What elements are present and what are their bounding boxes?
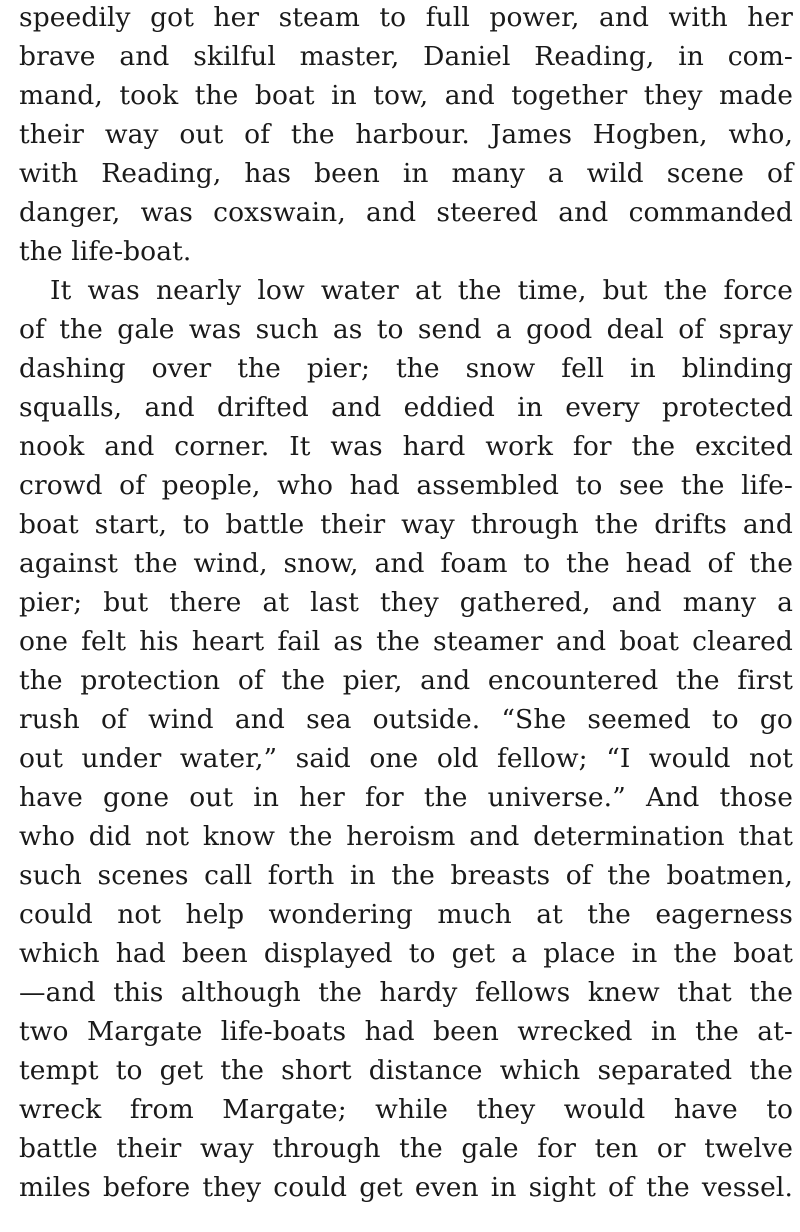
document-page [19, 0, 793, 1207]
text-line: speedily got her steam to full power, and with her [19, 2, 793, 33]
text-line: which had been displayed to get a place in the boat [19, 938, 793, 969]
text-line: boat start, to battle their way through the drifts and [19, 509, 793, 540]
text-line: danger, was coxswain, and steered and commanded [19, 197, 793, 228]
text-line: who did not know the heroism and determination that [19, 821, 793, 852]
text-line: have gone out in her for the universe.” And those [19, 782, 793, 813]
text-line: against the wind, snow, and foam to the head of the [19, 548, 793, 579]
text-line: tempt to get the short distance which separated the [19, 1055, 793, 1086]
text-line: their way out of the harbour. James Hogben, who, [19, 119, 793, 150]
text-line: such scenes call forth in the breasts of the boatmen, [19, 860, 793, 891]
text-line: the life-boat. [19, 236, 192, 267]
text-line: rush of wind and sea outside. “She seemed to go [19, 704, 793, 735]
text-line: one felt his heart fail as the steamer and boat cleared [19, 626, 793, 657]
text-line: brave and skilful master, Daniel Reading, in com- [19, 41, 793, 72]
paragraph-1 [19, 0, 793, 271]
text-line: squalls, and drifted and eddied in every protected [19, 392, 793, 423]
text-line: mand, took the boat in tow, and together they made [19, 80, 793, 111]
text-line: dashing over the pier; the snow fell in blinding [19, 353, 793, 384]
text-line: —and this although the hardy fellows knew that the [19, 977, 793, 1008]
text-line: out under water,” said one old fellow; “I would not [19, 743, 793, 774]
text-line: miles before they could get even in sight of the vessel. [19, 1172, 793, 1203]
text-line: the protection of the pier, and encountered the first [19, 665, 793, 696]
text-line: It was nearly low water at the time, but the force [50, 275, 793, 306]
text-line: nook and corner. It was hard work for the excited [19, 431, 793, 462]
text-line: pier; but there at last they gathered, and many a [19, 587, 793, 618]
text-line: with Reading, has been in many a wild scene of [19, 158, 793, 189]
paragraph-2 [19, 271, 793, 1207]
text-line: two Margate life-boats had been wrecked in the at- [19, 1016, 793, 1047]
text-line: wreck from Margate; while they would have to [19, 1094, 793, 1125]
text-line: battle their way through the gale for ten or twelve [19, 1133, 793, 1164]
text-line: crowd of people, who had assembled to see the life- [19, 470, 793, 501]
text-line: of the gale was such as to send a good deal of spray [19, 314, 793, 345]
text-line: could not help wondering much at the eagerness [19, 899, 793, 930]
